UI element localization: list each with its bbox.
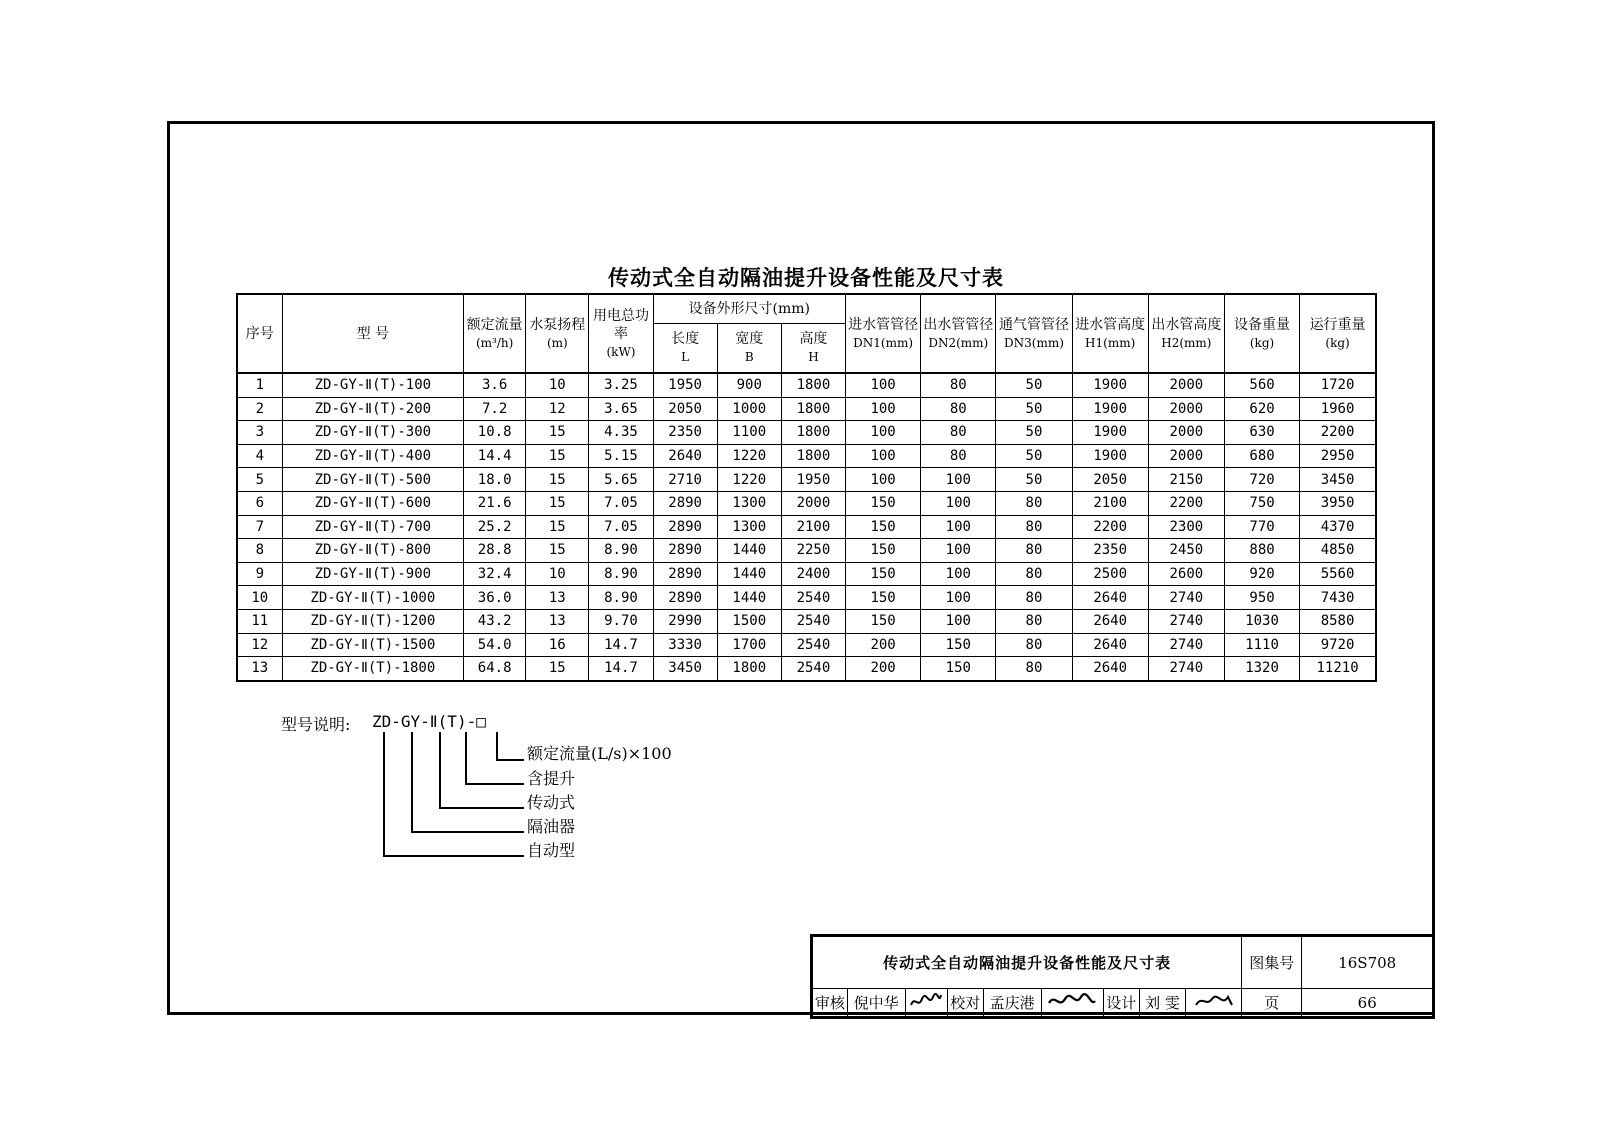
table-row	[237, 515, 1376, 539]
table-cell: 620	[1224, 397, 1299, 421]
table-cell: 100	[921, 468, 996, 492]
page-number: 66	[1302, 989, 1434, 1018]
table-cell: ZD-GY-Ⅱ(T)-500	[282, 468, 463, 492]
table-cell: 50	[996, 373, 1072, 397]
table-cell: 28.8	[464, 539, 526, 563]
table-cell: 1300	[717, 491, 781, 515]
table-cell: 2740	[1148, 633, 1224, 657]
table-cell: 1800	[781, 421, 845, 445]
table-cell: 2640	[1072, 609, 1148, 633]
table-cell: 770	[1224, 515, 1299, 539]
table-cell: 1100	[717, 421, 781, 445]
table-cell: 9	[237, 562, 282, 586]
table-cell: 7430	[1300, 586, 1376, 610]
table-row	[237, 397, 1376, 421]
table-cell: 2540	[781, 586, 845, 610]
legend-item-lift: 含提升	[527, 769, 576, 788]
header-op-weight: 运行重量 (kg)	[1300, 294, 1376, 373]
table-cell: 2150	[1148, 468, 1224, 492]
checker-signature	[1041, 989, 1103, 1018]
table-cell: 150	[846, 586, 921, 610]
table-cell: 6	[237, 491, 282, 515]
table-cell: 10	[526, 373, 589, 397]
table-cell: 64.8	[464, 657, 526, 681]
table-cell: 150	[846, 491, 921, 515]
header-inlet-height: 进水管高度 H1(mm)	[1072, 294, 1148, 373]
table-cell: 8.90	[589, 539, 653, 563]
table-cell: ZD-GY-Ⅱ(T)-1800	[282, 657, 463, 681]
header-outlet-height: 出水管高度 H2(mm)	[1148, 294, 1224, 373]
table-cell: 8	[237, 539, 282, 563]
table-cell: ZD-GY-Ⅱ(T)-700	[282, 515, 463, 539]
reviewer-name: 倪中华	[847, 989, 905, 1018]
table-cell: 4	[237, 444, 282, 468]
table-cell: 3.25	[589, 373, 653, 397]
table-cell: 80	[996, 562, 1072, 586]
table-cell: 2890	[653, 539, 717, 563]
table-cell: 2740	[1148, 586, 1224, 610]
table-cell: 630	[1224, 421, 1299, 445]
table-cell: 100	[846, 444, 921, 468]
table-cell: 200	[846, 657, 921, 681]
table-cell: 100	[921, 515, 996, 539]
table-cell: 2640	[1072, 657, 1148, 681]
table-cell: 2300	[1148, 515, 1224, 539]
table-cell: ZD-GY-Ⅱ(T)-400	[282, 444, 463, 468]
table-cell: 7.05	[589, 491, 653, 515]
table-cell: 100	[846, 421, 921, 445]
table-cell: 150	[846, 539, 921, 563]
table-cell: 1800	[781, 444, 845, 468]
table-cell: 80	[996, 539, 1072, 563]
table-cell: 4370	[1300, 515, 1376, 539]
table-cell: 2890	[653, 586, 717, 610]
table-cell: 4850	[1300, 539, 1376, 563]
table-cell: 100	[921, 539, 996, 563]
table-cell: 100	[921, 586, 996, 610]
table-cell: 150	[846, 562, 921, 586]
table-cell: 100	[921, 609, 996, 633]
table-cell: 2950	[1300, 444, 1376, 468]
table-cell: 100	[846, 373, 921, 397]
table-cell: 3950	[1300, 491, 1376, 515]
table-cell: 80	[996, 586, 1072, 610]
table-cell: 2740	[1148, 609, 1224, 633]
table-cell: 2250	[781, 539, 845, 563]
table-cell: ZD-GY-Ⅱ(T)-600	[282, 491, 463, 515]
table-row	[237, 586, 1376, 610]
header-dims: 设备外形尺寸(mm)	[653, 294, 845, 324]
header-model: 型 号	[282, 294, 463, 373]
table-cell: 150	[921, 633, 996, 657]
table-cell: 11	[237, 609, 282, 633]
table-cell: 50	[996, 421, 1072, 445]
table-cell: 1300	[717, 515, 781, 539]
table-cell: 15	[526, 515, 589, 539]
header-head: 水泵扬程 (m)	[526, 294, 589, 373]
table-cell: 1800	[781, 373, 845, 397]
table-cell: 2200	[1148, 491, 1224, 515]
table-row	[237, 657, 1376, 681]
table-row	[237, 421, 1376, 445]
table-cell: 80	[996, 657, 1072, 681]
table-cell: 7	[237, 515, 282, 539]
table-cell: 1900	[1072, 373, 1148, 397]
table-cell: 1320	[1224, 657, 1299, 681]
table-row	[237, 444, 1376, 468]
legend-item-flow: 额定流量(L/s)×100	[527, 744, 672, 763]
table-cell: 15	[526, 421, 589, 445]
table-cell: 8580	[1300, 609, 1376, 633]
table-cell: 2000	[1148, 444, 1224, 468]
table-cell: 2000	[781, 491, 845, 515]
table-row	[237, 539, 1376, 563]
table-cell: 2640	[1072, 586, 1148, 610]
table-cell: 14.7	[589, 657, 653, 681]
review-label: 审核	[812, 989, 848, 1018]
table-cell: ZD-GY-Ⅱ(T)-1000	[282, 586, 463, 610]
table-cell: 13	[526, 609, 589, 633]
table-cell: 150	[921, 657, 996, 681]
table-cell: 1900	[1072, 421, 1148, 445]
table-cell: 14.7	[589, 633, 653, 657]
table-cell: 54.0	[464, 633, 526, 657]
table-row	[237, 373, 1376, 397]
atlas-number: 16S708	[1302, 936, 1434, 989]
table-cell: 3330	[653, 633, 717, 657]
legend-line	[383, 732, 385, 856]
table-title: 传动式全自动隔油提升设备性能及尺寸表	[608, 266, 1004, 290]
header-outlet: 出水管管径 DN2(mm)	[921, 294, 996, 373]
table-cell: 16	[526, 633, 589, 657]
legend-line	[383, 855, 524, 857]
table-cell: 8.90	[589, 562, 653, 586]
table-cell: ZD-GY-Ⅱ(T)-200	[282, 397, 463, 421]
table-cell: 8.90	[589, 586, 653, 610]
atlas-label: 图集号	[1242, 936, 1302, 989]
table-cell: 750	[1224, 491, 1299, 515]
table-cell: 1960	[1300, 397, 1376, 421]
header-length: 长度 L	[653, 324, 717, 374]
table-cell: 80	[921, 421, 996, 445]
design-label: 设计	[1103, 989, 1139, 1018]
table-cell: 2890	[653, 491, 717, 515]
table-cell: 100	[846, 468, 921, 492]
titleblock-title: 传动式全自动隔油提升设备性能及尺寸表	[812, 936, 1242, 989]
table-cell: 3	[237, 421, 282, 445]
table-cell: 2890	[653, 515, 717, 539]
table-cell: 2200	[1300, 421, 1376, 445]
table-cell: 2100	[1072, 491, 1148, 515]
table-cell: 12	[237, 633, 282, 657]
table-cell: 18.0	[464, 468, 526, 492]
table-cell: ZD-GY-Ⅱ(T)-1500	[282, 633, 463, 657]
table-cell: 680	[1224, 444, 1299, 468]
legend-line	[465, 783, 524, 785]
table-cell: 2640	[653, 444, 717, 468]
legend-line	[496, 732, 498, 760]
table-cell: 2350	[1072, 539, 1148, 563]
legend-line	[439, 807, 524, 809]
page-label: 页	[1242, 989, 1302, 1018]
table-cell: 1700	[717, 633, 781, 657]
table-cell: 560	[1224, 373, 1299, 397]
table-cell: 5560	[1300, 562, 1376, 586]
table-cell: 2540	[781, 609, 845, 633]
table-cell: 100	[921, 562, 996, 586]
spec-table-body	[237, 373, 1376, 681]
table-cell: 10	[526, 562, 589, 586]
table-cell: 1	[237, 373, 282, 397]
table-cell: 720	[1224, 468, 1299, 492]
table-cell: 1900	[1072, 397, 1148, 421]
header-seq: 序号	[237, 294, 282, 373]
legend-line	[411, 732, 413, 832]
checker-name: 孟庆港	[983, 989, 1041, 1018]
table-cell: 3450	[653, 657, 717, 681]
header-flow: 额定流量 (m³/h)	[464, 294, 526, 373]
table-cell: 80	[996, 633, 1072, 657]
table-cell: 2100	[781, 515, 845, 539]
table-cell: 80	[996, 515, 1072, 539]
table-cell: 150	[846, 515, 921, 539]
table-cell: 1000	[717, 397, 781, 421]
table-cell: 80	[921, 444, 996, 468]
reviewer-signature	[905, 989, 947, 1018]
table-cell: 15	[526, 539, 589, 563]
table-cell: 5.65	[589, 468, 653, 492]
table-cell: 100	[921, 491, 996, 515]
legend-line	[496, 759, 524, 761]
table-cell: 50	[996, 397, 1072, 421]
table-cell: 1950	[781, 468, 845, 492]
table-cell: 1440	[717, 586, 781, 610]
table-cell: 2000	[1148, 421, 1224, 445]
table-cell: 150	[846, 609, 921, 633]
table-cell: 13	[237, 657, 282, 681]
table-cell: 12	[526, 397, 589, 421]
table-cell: 9720	[1300, 633, 1376, 657]
table-cell: 2450	[1148, 539, 1224, 563]
table-row	[237, 491, 1376, 515]
table-row	[237, 468, 1376, 492]
table-cell: 1110	[1224, 633, 1299, 657]
table-cell: 2050	[1072, 468, 1148, 492]
table-cell: 2640	[1072, 633, 1148, 657]
table-cell: 15	[526, 468, 589, 492]
table-cell: 9.70	[589, 609, 653, 633]
spec-table	[236, 293, 1377, 682]
header-inlet: 进水管管径 DN1(mm)	[846, 294, 921, 373]
table-cell: 10.8	[464, 421, 526, 445]
table-cell: 1900	[1072, 444, 1148, 468]
legend-code: ZD-GY-Ⅱ(T)-□	[372, 712, 486, 731]
table-cell: 4.35	[589, 421, 653, 445]
table-cell: 7.2	[464, 397, 526, 421]
table-cell: 80	[996, 609, 1072, 633]
designer-signature	[1186, 989, 1242, 1018]
table-cell: 880	[1224, 539, 1299, 563]
table-cell: 2540	[781, 657, 845, 681]
table-cell: 43.2	[464, 609, 526, 633]
header-power: 用电总功率 (kW)	[589, 294, 653, 373]
table-cell: 80	[921, 397, 996, 421]
header-width: 宽度 B	[717, 324, 781, 374]
header-vent: 通气管管径 DN3(mm)	[996, 294, 1072, 373]
table-cell: 1440	[717, 562, 781, 586]
table-row	[237, 562, 1376, 586]
table-cell: 950	[1224, 586, 1299, 610]
table-cell: 13	[526, 586, 589, 610]
table-cell: 21.6	[464, 491, 526, 515]
check-label: 校对	[947, 989, 983, 1018]
designer-name: 刘 雯	[1139, 989, 1186, 1018]
table-cell: 2740	[1148, 657, 1224, 681]
table-cell: 1440	[717, 539, 781, 563]
table-cell: 1220	[717, 468, 781, 492]
table-cell: 2000	[1148, 373, 1224, 397]
legend-item-auto: 自动型	[527, 841, 576, 860]
legend-line	[411, 831, 524, 833]
table-cell: 3.65	[589, 397, 653, 421]
table-cell: 2000	[1148, 397, 1224, 421]
table-cell: 2400	[781, 562, 845, 586]
table-cell: 25.2	[464, 515, 526, 539]
table-cell: 920	[1224, 562, 1299, 586]
header-height: 高度 H	[781, 324, 845, 374]
table-cell: 2890	[653, 562, 717, 586]
table-cell: 2710	[653, 468, 717, 492]
table-cell: 1800	[781, 397, 845, 421]
table-cell: 2600	[1148, 562, 1224, 586]
table-cell: 80	[921, 373, 996, 397]
table-cell: ZD-GY-Ⅱ(T)-800	[282, 539, 463, 563]
table-cell: 3.6	[464, 373, 526, 397]
table-row	[237, 633, 1376, 657]
table-cell: 100	[846, 397, 921, 421]
table-cell: 15	[526, 491, 589, 515]
legend-item-separator: 隔油器	[527, 817, 576, 836]
table-cell: 5	[237, 468, 282, 492]
table-cell: 2990	[653, 609, 717, 633]
table-cell: 32.4	[464, 562, 526, 586]
table-cell: ZD-GY-Ⅱ(T)-100	[282, 373, 463, 397]
legend-line	[465, 732, 467, 784]
table-cell: 2350	[653, 421, 717, 445]
table-cell: 2200	[1072, 515, 1148, 539]
table-cell: 11210	[1300, 657, 1376, 681]
table-cell: 50	[996, 444, 1072, 468]
table-cell: 36.0	[464, 586, 526, 610]
table-cell: ZD-GY-Ⅱ(T)-1200	[282, 609, 463, 633]
table-cell: 1720	[1300, 373, 1376, 397]
table-row	[237, 609, 1376, 633]
table-cell: 15	[526, 657, 589, 681]
table-cell: 1030	[1224, 609, 1299, 633]
table-cell: 15	[526, 444, 589, 468]
table-cell: 10	[237, 586, 282, 610]
table-cell: 200	[846, 633, 921, 657]
table-cell: 1500	[717, 609, 781, 633]
table-cell: 2050	[653, 397, 717, 421]
table-cell: 80	[996, 491, 1072, 515]
table-cell: 7.05	[589, 515, 653, 539]
legend-line	[439, 732, 441, 808]
table-cell: 1950	[653, 373, 717, 397]
table-cell: 1220	[717, 444, 781, 468]
table-cell: 900	[717, 373, 781, 397]
header-weight: 设备重量 (kg)	[1224, 294, 1299, 373]
table-cell: 2500	[1072, 562, 1148, 586]
table-cell: ZD-GY-Ⅱ(T)-300	[282, 421, 463, 445]
table-cell: 2540	[781, 633, 845, 657]
table-cell: 3450	[1300, 468, 1376, 492]
table-cell: 50	[996, 468, 1072, 492]
title-block	[810, 934, 1435, 1019]
table-cell: 2	[237, 397, 282, 421]
table-cell: 1800	[717, 657, 781, 681]
legend-title: 型号说明:	[281, 715, 351, 734]
table-cell: 14.4	[464, 444, 526, 468]
legend-item-drive: 传动式	[527, 793, 576, 812]
table-cell: 5.15	[589, 444, 653, 468]
table-cell: ZD-GY-Ⅱ(T)-900	[282, 562, 463, 586]
